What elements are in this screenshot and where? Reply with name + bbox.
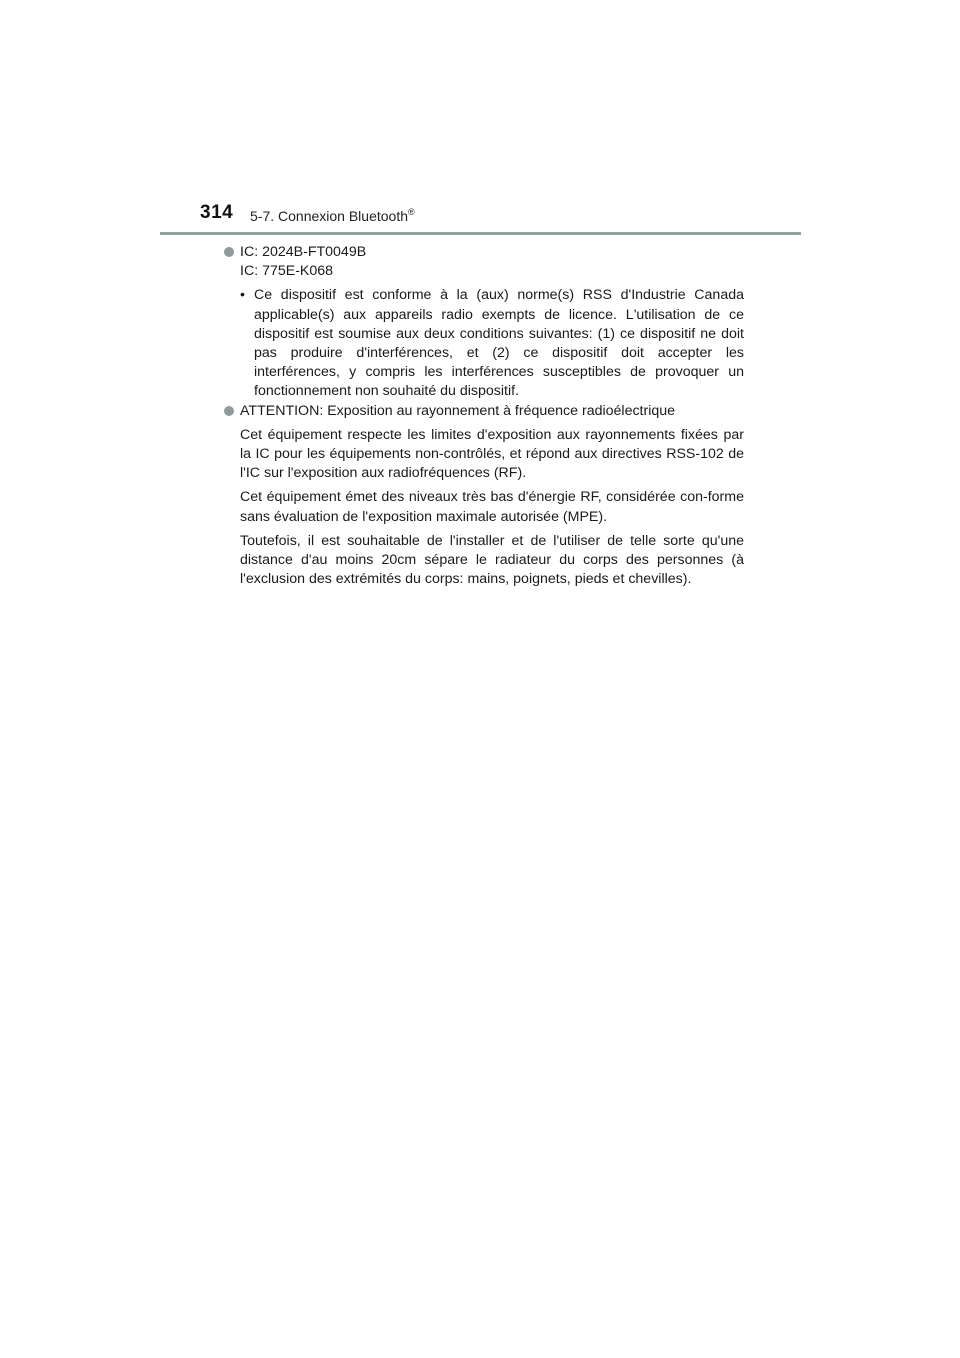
- sub-bullet-mark: •: [240, 287, 245, 304]
- attention-heading: ATTENTION: Exposition au rayonnement à fréquence radioélectrique: [240, 402, 676, 419]
- sub-list-item: [240, 286, 744, 401]
- section-title-text: 5-7. Connexion Bluetooth: [250, 208, 408, 224]
- paragraph: Toutefois, il est souhaitable de l'installer et de l'utiliser de telle sorte qu'une distance d'au moins 20cm sépare le radiateur du corps des personnes (à l'exclusion des extrémités du corps: mains, poignets, pieds et chevilles).: [240, 532, 744, 588]
- ic-number-line: IC: 775E-K068: [240, 263, 334, 280]
- header-divider: [160, 232, 801, 235]
- bullet-dot-icon: [224, 247, 234, 257]
- paragraph: Cet équipement respecte les limites d'exposition aux rayonnements fixées par la IC pour les équipements non-contrôlés, et répond aux directives RSS-102 de l'IC sur l'exposition aux radiofréquences (RF).: [240, 426, 744, 482]
- registered-mark: ®: [408, 207, 415, 217]
- page-body: [222, 243, 744, 589]
- list-item-attention: [222, 402, 744, 590]
- bullet-dot-icon: [224, 406, 234, 416]
- paragraph: Cet équipement émet des niveaux très bas d'énergie RF, considérée con-forme sans évaluation de l'exposition maximale autorisée (MPE).: [240, 489, 744, 525]
- list-item-ic-numbers: [222, 243, 744, 402]
- sub-item-text: Ce dispositif est conforme à la (aux) norme(s) RSS d'Industrie Canada applicable(s) aux appareils radio exempts de licence. L'utilisation de ce dispositif est soumise aux deux conditions suivantes: (1) ce dispositif ne doit pas produire d'interférences, et (2) ce dispositif doit accepter les interférences, y compris les interférences susceptibles de provoquer un fonctionnement non souhaité du dispositif.: [254, 287, 744, 400]
- section-title: [250, 207, 415, 224]
- ic-number-line: IC: 2024B-FT0049B: [240, 244, 367, 260]
- page-number: 314: [200, 202, 234, 223]
